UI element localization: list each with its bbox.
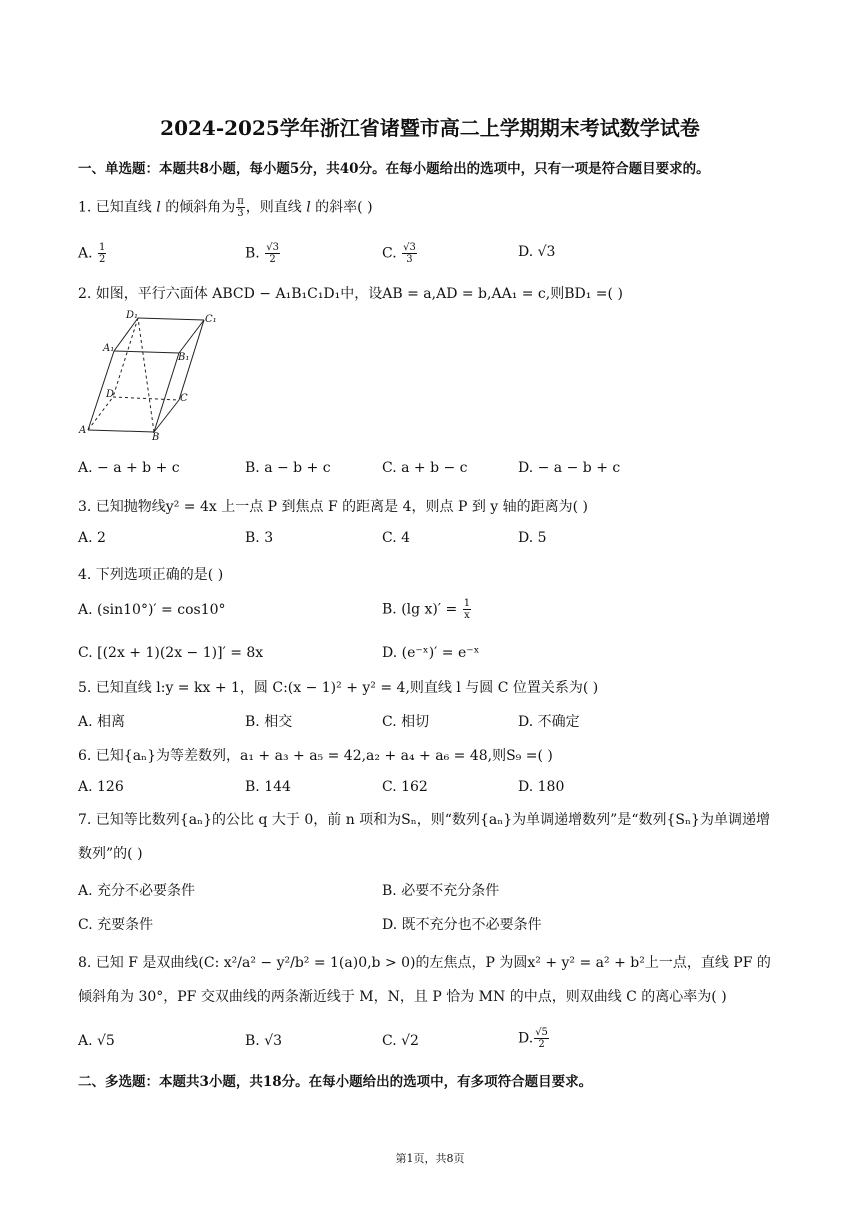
page-footer: 第1页，共8页 [395, 1152, 465, 1165]
question-1-option-c: C. $\frac{√3}{3}$ [382, 242, 416, 265]
question-8-option-b: B. √3 [245, 1033, 283, 1049]
question-1-option-d: D. √3 [518, 244, 556, 260]
question-7-option-d: D. 既不充分也不必要条件 [382, 917, 542, 933]
question-7-stem: 7. 已知等比数列{aₙ}的公比 q 大于 0，前 n 项和为Sₙ，则“数列{aₙ}为单调递增数列”是“数列{Sₙ}为单调递增数列”的( ) [78, 812, 770, 862]
edge-d1c1 [138, 318, 204, 320]
question-4-stem: 4. 下列选项正确的是( ) [78, 567, 224, 583]
question-2-option-a: A. − a + b + c [78, 460, 180, 476]
question-8-option-a: A. √5 [78, 1033, 115, 1049]
question-5-stem: 5. 已知直线 l:y = kx + 1，圆 C:(x − 1)² + y² = 4,则直线 l 与圆 C 位置关系为( ) [78, 680, 599, 696]
question-6-stem: 6. 已知{aₙ}为等差数列，a₁ + a₃ + a₅ = 42,a₂ + a₄ + a₆ = 48,则S₉ =( ) [78, 748, 553, 764]
question-5-option-b: B. 相交 [245, 714, 293, 730]
label-b: B [152, 432, 160, 441]
question-8-option-d: D. $\frac{√5}{2}$ [518, 1027, 548, 1050]
question-3-option-c: C. 4 [382, 530, 411, 546]
label-a: A [79, 425, 87, 436]
question-5-option-d: D. 不确定 [518, 714, 580, 730]
parallelepiped-figure [76, 306, 226, 441]
section-heading-multiple-choice: 二、多选题：本题共3小题，共18分。在每小题给出的选项中，有多项符合题目要求。 [78, 1074, 593, 1090]
question-3-stem: 3. 已知抛物线y² = 4x 上一点 P 到焦点 F 的距离是 4，则点 P 到 y 轴的距离为( ) [78, 499, 589, 515]
question-1-stem: 1. 已知直线 l 的倾斜角为 $\frac{\pi}{3}$ ，则直线 l 的斜率( ) [78, 196, 373, 219]
label-c1: C₁ [205, 314, 217, 325]
label-c: C [180, 393, 188, 404]
edge-dc [113, 397, 179, 400]
question-2-option-c: C. a + b − c [382, 460, 468, 476]
edge-bc [154, 400, 179, 432]
label-d1: D₁ [126, 310, 139, 321]
question-3-option-d: D. 5 [518, 530, 547, 546]
edge-ad [88, 397, 113, 430]
edge-d1a1 [114, 318, 138, 351]
section-heading-single-choice: 一、单选题：本题共8小题，每小题5分，共40分。在每小题给出的选项中，只有一项是符合题目要求的。 [78, 161, 710, 177]
label-b1: B₁ [178, 352, 190, 363]
edge-d1d [113, 318, 138, 397]
question-1-option-b: B. $\frac{√3}{2}$ [245, 242, 279, 265]
question-3-option-b: B. 3 [245, 530, 274, 546]
page-title: 2024-2025学年浙江省诸暨市高二上学期期末考试数学试卷 [160, 116, 700, 140]
question-7-option-b: B. 必要不充分条件 [382, 883, 500, 899]
diagonal-bd1 [138, 318, 154, 432]
question-2-stem: 2. 如图，平行六面体 ABCD − A₁B₁C₁D₁中，设AB = a,AD = b,AA₁ = c,则BD₁ =( ) [78, 286, 623, 302]
question-8-option-c: C. √2 [382, 1033, 419, 1049]
question-5-option-c: C. 相切 [382, 714, 430, 730]
question-6-option-b: B. 144 [245, 779, 291, 795]
question-3-option-a: A. 2 [78, 530, 106, 546]
question-6-option-c: C. 162 [382, 779, 428, 795]
question-8-stem: 8. 已知 F 是双曲线(C: x²/a² − y²/b² = 1(a)0,b > 0)的左焦点，P 为圆x² + y² = a² + b²上一点，直线 PF 的倾斜角为 30°，PF 交双曲线的两条渐近线于 M，N，且 P 恰为 MN 的中点，则双曲线 C 的离心率为( ) [78, 955, 771, 1005]
question-6-option-a: A. 126 [78, 779, 124, 795]
question-1-option-a: A. $\frac{1}{2}$ [78, 242, 106, 265]
question-7-option-c: C. 充要条件 [78, 917, 154, 933]
question-7-option-a: A. 充分不必要条件 [78, 883, 196, 899]
label-a1: A₁ [103, 343, 115, 354]
question-2-option-d: D. − a − b + c [518, 460, 621, 476]
question-5-option-a: A. 相离 [78, 714, 126, 730]
question-6-option-d: D. 180 [518, 779, 565, 795]
question-4-option-d: D. (e⁻ˣ)′ = e⁻ˣ [382, 645, 480, 661]
label-d: D [106, 389, 115, 400]
question-4-option-c: C. [(2x + 1)(2x − 1)]′ = 8x [78, 645, 264, 661]
question-4-option-a: A. (sin10°)′ = cos10° [78, 602, 226, 618]
edge-a1b1 [114, 351, 179, 353]
edge-ab [88, 430, 154, 432]
edge-c1b1 [179, 320, 204, 353]
question-4-option-b: B. (lg x)′ = $\frac{1}{x}$ [382, 598, 471, 621]
edge-b1b [154, 353, 179, 432]
question-2-option-b: B. a − b + c [245, 460, 331, 476]
